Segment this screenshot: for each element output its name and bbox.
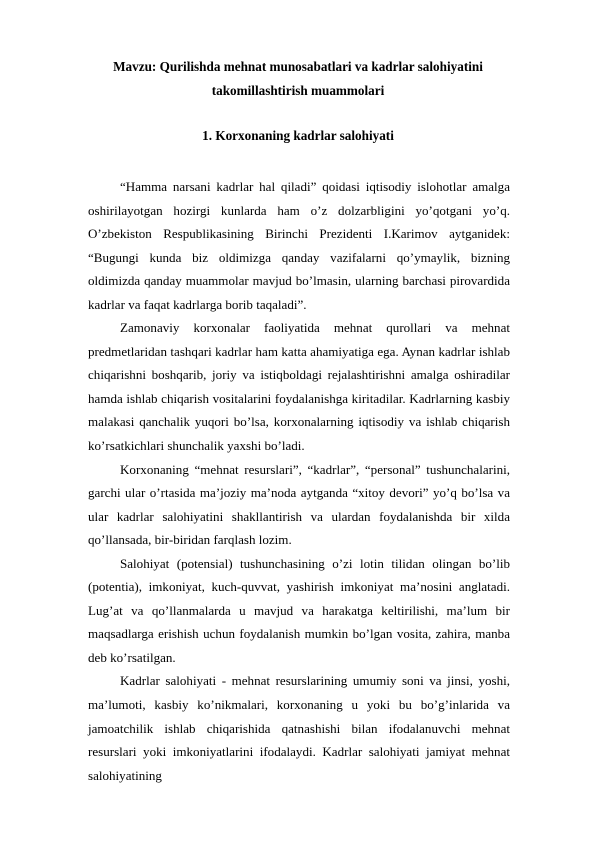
section-heading: 1. Korxonaning kadrlar salohiyati [202,128,394,143]
paragraph-1: “Hamma narsani kadrlar hal qiladi” qoidasi iqtisodiy islohotlar amalga oshirilayotgan hozirgi kunlarda ham o’z dolzarbligini yo’qotgani yo’q. O’zbekiston Respublikasining Birinchi Prezidenti I.Karimov aytganidek: “Bugungi kunda biz oldimizga qanday vazifalarni qo’ymaylik, bizning oldimizda qanday muammolar mavjud bo’lmasin, ularning barchasi pirovardida kadrlar va faqat kadrlarga borib taqaladi”. [88,179,510,312]
paragraph-2: Zamonaviy korxonalar faoliyatida mehnat qurollari va mehnat predmetlaridan tashqari kadrlar ham katta ahamiyatiga ega. Aynan kadrlar ishlab chiqarishni boshqarib, joriy va istiqboldagi rejalashtirishni amalga oshiradilar hamda ishlab chiqarish vositalarini foydalanishga kiritadilar. Kadrlarning kasbiy malakasi qanchalik yuqori bo’lsa, korxonalarning iqtisodiy va ishlab chiqarish ko’rsatkichlari shunchalik yaxshi bo’ladi. [88,320,510,454]
document-title-line-2: takomillashtirish muammolari [211,83,385,98]
paragraph-3: Korxonaning “mehnat resurslari”, “kadrlar”, “personal” tushunchalarini, garchi ular o’rtasida ma’joziy ma’noda aytganda “xitoy devori” yo’q bo’lsa va ular kadrlar salohiyatini shakllantirish va ulardan foydalanishda bir xilda qo’llansada, bir-biridan farqlash lozim. [88,461,510,548]
paragraph-5: Kadrlar salohiyati - mehnat resurslarining umumiy soni va jinsi, yoshi, ma’lumoti, kasbiy ko’nikmalari, korxonaning u yoki bu bo’g’inlarida va jamoatchilik ishlab chiqarishida qatnashishi bilan ifodalanuvchi mehnat resurslari yoki imkoniyatlarini ifodalaydi. Kadrlar salohiyati jamiyat mehnat salohiyatining [88,673,510,783]
document-title-line-1: Mavzu: Qurilishda mehnat munosabatlari va kadrlar salohiyatini [113,59,483,74]
document-body [88,175,510,787]
paragraph-4: Salohiyat (potensial) tushunchasining o’zi lotin tilidan olingan bo’lib (potentia), imkoniyat, kuch-quvvat, yashirish imkoniyat ma’nosini anglatadi. Lug’at va qo’llanmalarda u mavjud va harakatga keltirilishi, ma’lum bir maqsadlarga erishish uchun foydalanish mumkin bo’lgan vosita, zahira, manba deb ko’rsatilgan. [88,555,510,665]
